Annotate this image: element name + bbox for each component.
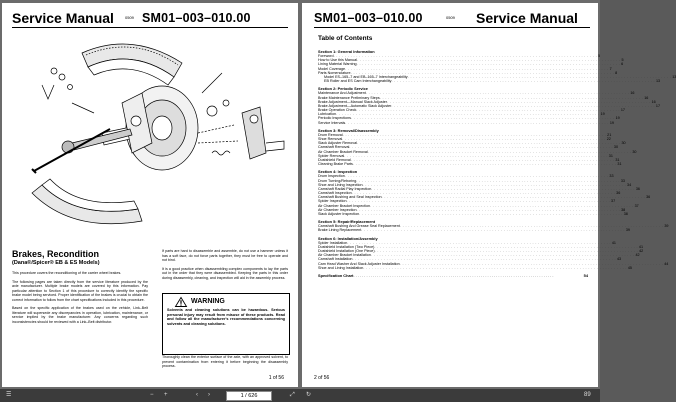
header-rule xyxy=(314,27,590,28)
header-date: 0509 xyxy=(125,15,134,20)
toc-entry-label: Periodic Inspections xyxy=(318,116,352,121)
toc-entry-page: 39 xyxy=(664,224,669,229)
zoom-out-icon[interactable]: − xyxy=(150,392,154,398)
viewer-toolbar xyxy=(0,389,600,402)
next-page-icon[interactable]: › xyxy=(208,392,210,398)
toc-leader-dots: . . . . . . . . . . . . . . . . . . . . . . . . . . . . . . . . . . . . . . . . . . . . . . . . . . . . . . . . . . . . . . . . . . . . . . . . . . . . . . . . . . . . . . . . . . . . . xyxy=(374,244,638,249)
toc-leader-dots: . . . . . . . . . . . . . . . . . . . . . . . . . . . . . . . . . . . . . . . . . . . . . . . . . . . . . . . . . . . . . . . . . . . . . . . . . . . . . . . . . . . . . . . . . . . . . xyxy=(342,137,606,141)
toc-leader-dots: . . . . . . . . . . . . . . . . . . . . . . . . . . . . . . . . . . . . . . . . . . . . . . . . . . . . . . . . . . . . . . . . . . . . . . . . . . . . . . . . . . . . . . . . . . . . . xyxy=(370,203,634,208)
paragraph: The following pages are taken directly from the service literature produced by the axle manufacturer. Multiple brake models are covered by this information. Pay particular attention to Section 1 of this procedure to correctly identify the specific brake model being serviced. Proper identification of the brakes is crucial to obtain the correct information to follow from the chart specifications included in this procedure. xyxy=(12,279,148,302)
toc-entry-label: Brake Adjustment—Manual Slack Adjuster xyxy=(318,99,388,104)
toc-entry-page: 38 xyxy=(623,212,628,216)
zoom-in-icon[interactable]: + xyxy=(164,392,168,398)
toc-entry[interactable] xyxy=(318,228,630,233)
toc-leader-dots: . . . . . . . . . . . . . . . . . . . . . . . . . . . . . . . . . . . . . . . . . . . . . . . . . . . . . . . . . . . . . . . . . . . . . . . . . . . . . . . . . . . . . . . . . . . . . xyxy=(346,199,611,204)
toc-leader-dots: . . . . . . . . . . . . . . . . . . . . . . . . . . . . . . . . . . . . . . . . . . . . . . . . . . . . . . . . . . . . . . . . . . . . . . . . . . . . . . . . . . . . . . . . . . . . . xyxy=(399,261,664,266)
procedure-column xyxy=(162,249,288,284)
toc-entry-label: Shoe and Lining Inspection xyxy=(318,182,363,187)
header-code: SM01–003–010.00 xyxy=(314,11,423,25)
toc-entry-label: Maintenance And Adjustment xyxy=(318,91,366,96)
toc-heading: Table of Contents xyxy=(318,35,373,42)
toc-entry-label: Dustshield Installation (Two Piece) xyxy=(318,244,375,249)
page-1 xyxy=(2,3,298,387)
toc-leader-dots: . . . . . . . . . . . . . . . . . . . . . . . . . . . . . . . . . . . . . . . . . . . . . . . . . . . . . . . . . . . . . . . . . . . . . . . . . . . . . . . . . . . . . . . . . . . . . xyxy=(361,228,625,233)
toc-entry-page: 41 xyxy=(638,244,644,249)
toc-entry-label: Slack Adjuster Inspection xyxy=(318,212,360,216)
header-title: Service Manual xyxy=(12,10,114,26)
toc-entry-label: Air Chamber Bracket Inspection xyxy=(318,203,371,208)
header-title: Service Manual xyxy=(476,10,578,26)
toc-entry-label: Drum Turning/Reboring xyxy=(318,178,357,183)
toc-entry-page: 21 xyxy=(607,132,612,137)
paragraph: This procedure covers the reconditioning of the carrier wheel brakes. xyxy=(12,271,122,275)
toc-entry-page: 44 xyxy=(664,261,669,266)
toc-section-heading[interactable]: Section 3: Removal/Disassembly xyxy=(318,127,379,133)
toc-entry-page: 19 xyxy=(600,112,605,117)
toc-entry-label: Camshaft Radial Play Inspection xyxy=(318,186,372,191)
toc-entry-label: Brake Operation Check xyxy=(318,108,357,113)
toc-leader-dots: . . . . . . . . . . . . . . . . . . . . . . . . . . . . . . . . . . . . . . . . . . . . . . . . . . . . . . . . . . . . . . . . . . . . . . . . . . . . . . . . . . . . . . . . . . . . . xyxy=(351,116,615,121)
toc-entry-page: 31 xyxy=(617,162,622,167)
brake-exploded-illustration xyxy=(12,33,290,243)
toc-entry-label: Brake Lining Replacement xyxy=(318,228,362,233)
toc-leader-dots: . . . . . . . . . . . . . . . . . . . . . . . . . . . . . . . . . . . . . . . . . . . . . . . . . . . . . . . . . . . . . . . . . . . . . . . . . . . . . . . . . . . . . . . . . . . . . xyxy=(356,62,621,67)
toc-entry-label: Camshaft Installation xyxy=(318,257,353,262)
toc-entry-page: 30 xyxy=(632,149,637,154)
page-number-input[interactable]: 1 / 626 xyxy=(226,391,272,401)
toc-entry-page: 30 xyxy=(621,141,626,146)
section-subtitle: (Dana®/Spicer® EB & ES Models) xyxy=(12,260,100,266)
toc-section-heading[interactable]: Section 2: Periodic Service xyxy=(318,86,368,92)
paragraph: Based on the specific application of the brakes used on the vehicle, Link–Belt literature will supersede any discrepancies in operation, lubrication, maintenance, or service implied by the brake manufacturer. Any concerns regarding such inconsistencies should be reviewed with a Link–Belt distributor. xyxy=(12,306,148,324)
toc-entry-page: 30 xyxy=(613,145,619,150)
toc-leader-dots: . . . . . . . . . . . . . . . . . . . . . . . . . . . . . . . . . . . . . . . . . . . . . . . . . . . . . . . . . . . . . . . . . . . . . . . . . . . . . . . . . . . . . . . . . . . . . xyxy=(350,157,615,162)
toc-entry-label: Dustshield Removal xyxy=(318,157,351,162)
toc-entry-label: Air Chamber Bracket Removal xyxy=(318,149,368,154)
toc-leader-dots: . . . . . . . . . . . . . . . . . . . . . . . . . . . . . . . . . . . . . . . . . . . . . . . . . . . . . . . . . . . . . . . . . . . . . . . . . . . . . . . . . . . . . . . . . . . . . xyxy=(379,95,644,100)
toc-leader-dots: . . . . . . . . . . . . . . . . . . . . . . . . . . . . . . . . . . . . . . . . . . . . . . . . . . . . . . . . . . . . . . . . . . . . . . . . . . . . . . . . . . . . . . . . . . . . . xyxy=(342,132,607,137)
toc-entry-label: Drum Removal xyxy=(318,132,343,137)
toc-section-heading[interactable]: Section 1: General Information xyxy=(318,49,375,54)
toc-entry-label: Foreword xyxy=(318,54,334,58)
toc-leader-dots: . . . . . . . . . . . . . . . . . . . . . . . . . . . . . . . . . . . . . . . . . . . . . . . . . . . . . . . . . . . . . . . . . . . . . . . . . . . . . . . . . . . . . . . . . . . . . xyxy=(344,153,608,158)
toc-leader-dots: . . . . . . . . . . . . . . . . . . . . . . . . . . . . . . . . . . . . . . . . . . . . . . . . . . . . . . . . . . . . . . . . . . . . . . . . . . . . . . . . . . . . . . . . . . . . . xyxy=(349,145,613,150)
toc-entry-page: 42 xyxy=(635,253,640,258)
toc-entry-page: 37 xyxy=(611,199,616,204)
toc-entry-page: 36 xyxy=(635,186,640,191)
toc-entry-label: Specification Chart xyxy=(318,272,354,278)
toc-leader-dots: . . . . . . . . . . . . . . . . . . . . . . . . . . . . . . . . . . . . . . . . . . . . . . . . . . . . . . . . . . . . . . . . . . . . . . . . . . . . . . . . . . . . . . . . . . . . . xyxy=(391,79,655,84)
toc-entry-page: 36 xyxy=(646,195,651,200)
toc-entry-page: 33 xyxy=(620,178,625,183)
section-title: Brakes, Recondition xyxy=(12,249,100,259)
toc-spec-chart-entry[interactable] xyxy=(318,273,588,278)
toc-entry-page: 17 xyxy=(655,103,661,108)
paragraph: It is a good practice when disassembling complex components to lay the parts out in the order that they were disassembled. Keeping the parts in this order during disassembly, cleaning, and inspection will aid in the assembly process. xyxy=(162,266,288,280)
toc-entry[interactable] xyxy=(318,120,614,125)
toc-entry-label: EB Roller and ES Cam Interchangeability xyxy=(324,79,392,84)
toc-leader-dots: . . . . . . . . . . . . . . . . . . . . . . . . . . . . . . . . . . . . . . . . . . . . . . . . . . . . . . . . . . . . . . . . . . . . . . . . . . . . . . . . . . . . . . . . . . . . . xyxy=(374,248,639,253)
toc-entry-page: 7 xyxy=(609,66,612,71)
toc-entry-label: Camshaft Bushing And Grease Seal Replacement xyxy=(318,224,400,229)
after-warning-paragraph: Thoroughly clean the exterior surface of the axle, with an approved solvent, to prevent contamination from entering it before beginning the disassembly process. xyxy=(162,355,288,368)
toc-entry-page: 6 xyxy=(621,62,624,67)
toc-entry-label: Spider Installation xyxy=(318,240,348,245)
warning-triangle-icon xyxy=(175,297,187,307)
toc-leader-dots: . . . . . . . . . . . . . . . . . . . . . . . . . . . . . . . . . . . . . . . . . . . . . . . . . . . . . . . . . . . . . . . . . . . . . . . . . . . . . . . . . . . . . . . . . . . . . xyxy=(345,120,609,125)
toc-entry-page: 8 xyxy=(615,70,618,75)
toc-leader-dots: . . . . . . . . . . . . . . . . . . . . . . . . . . . . . . . . . . . . . . . . . . . . . . . . . . . . . . . . . . . . . . . . . . . . . . . . . . . . . . . . . . . . . . . . . . . . . xyxy=(351,191,616,196)
toc-entry-page: 19 xyxy=(615,116,620,121)
toc-leader-dots: . . . . . . . . . . . . . . . . . . . . . . . . . . . . . . . . . . . . . . . . . . . . . . . . . . . . . . . . . . . . . . . . . . . . . . . . . . . . . . . . . . . . . . . . . . . . . xyxy=(356,141,621,146)
toc-entry-label: Camshaft Removal xyxy=(318,145,350,150)
toc-entry-label: Shoe Removal xyxy=(318,137,343,141)
toc-section-heading[interactable]: Section 4: Inspection xyxy=(318,169,358,175)
toc-leader-dots: . . . . . . . . . . . . . . . . . . . . . . . . . . . . . . . . . . . . . . . . . . . . . . . . . . . . . . . . . . . . . . . . . . . . . . . . . . . . . . . . . . . . . . . . . . . . . xyxy=(356,58,621,63)
toc-entry-label: Shoe and Lining Installation xyxy=(318,265,364,270)
toc-entry-label: Brake Maintenance Preliminary Steps xyxy=(318,95,380,100)
toc-leader-dots: . . . . . . . . . . . . . . . . . . . . . . . . . . . . . . . . . . . . . . . . . . . . . . . . . . . . . . . . . . . . . . . . . . . . . . . . . . . . . . . . . . . . . . . . . . . . . xyxy=(371,186,635,191)
toc-entry-label: Spider Inspection xyxy=(318,199,347,204)
page-number: 1 of 56 xyxy=(268,375,284,381)
toc-leader-dots: . . . . . . . . . . . . . . . . . . . . . . . . . . . . . . . . . . . . . . . . . . . . . . . . . . . . . . . . . . . . . . . . . . . . . . . . . . . . . . . . . . . . . . . . . . . . . xyxy=(333,54,598,58)
toc-entry-page: 54 xyxy=(583,272,588,278)
toc-leader-dots: . . . . . . . . . . . . . . . . . . . . . . . . . . . . . . . . . . . . . . . . . . . . . . . . . . . . . . . . . . . . . . . . . . . . . . . . . . . . . . . . . . . . . . . . . . . . . xyxy=(391,103,655,108)
toc-leader-dots: . . . . . . . . . . . . . . . . . . . . . . . . . . . . . . . . . . . . . . . . . . . . . . . . . . . . . . . . . . . . . . . . . . . . . . . . . . . . . . . . . . . . . . . . . . . . . xyxy=(350,70,615,75)
toc-entry-label: Cam Head Washer And Slack Adjuster Installation xyxy=(318,261,400,266)
toc-entry-page: 39 xyxy=(625,228,630,233)
toc-leader-dots: . . . . . . . . . . . . . . . . . . . . . . . . . . . . . . . . . . . . . . . . . . . . . . . . . . . . . . . . . . . . . . . . . . . . . . . . . . . . . . . . . . . . . . . . . . . . . xyxy=(363,265,627,270)
toc-entry[interactable] xyxy=(318,79,661,84)
toc-entry-page: 38 xyxy=(621,207,626,212)
toc-entry-label: Lubrication xyxy=(318,112,337,117)
toc-leader-dots: . . . . . . . . . . . . . . . . . . . . . . . . . . . . . . . . . . . . . . . . . . . . . . . . . . . . . . . . . . . . . . . . . . . . . . . . . . . . . . . . . . . . . . . . . . . . . xyxy=(362,182,627,187)
toc-leader-dots: . . . . . . . . . . . . . . . . . . . . . . . . . . . . . . . . . . . . . . . . . . . . . . . . . . . . . . . . . . . . . . . . . . . . . . . . . . . . . . . . . . . . . . . . . . . . . xyxy=(345,66,609,71)
toc-leader-dots: . . . . . . . . . . . . . . . . . . . . . . . . . . . . . . . . . . . . . . . . . . . . . . . . . . . . . . . . . . . . . . . . . . . . . . . . . . . . . . . . . . . . . . . . . . . . . xyxy=(353,272,554,278)
toc-entry-label: Dustshield Installation (One Piece) xyxy=(318,248,375,253)
page-2 xyxy=(302,3,676,387)
toc-entry-label: Brake Adjustment—Automatic Slack Adjuster xyxy=(318,103,392,108)
toc-leader-dots: . . . . . . . . . . . . . . . . . . . . . . . . . . . . . . . . . . . . . . . . . . . . . . . . . . . . . . . . . . . . . . . . . . . . . . . . . . . . . . . . . . . . . . . . . . . . . xyxy=(407,74,672,79)
toc-entry-page: 5 xyxy=(621,58,624,63)
toc-entry-label: How to Use this Manual xyxy=(318,58,357,63)
toc-leader-dots: . . . . . . . . . . . . . . . . . . . . . . . . . . . . . . . . . . . . . . . . . . . . . . . . . . . . . . . . . . . . . . . . . . . . . . . . . . . . . . . . . . . . . . . . . . . . . xyxy=(399,224,664,229)
header-date: 0509 xyxy=(446,15,455,20)
warning-text: Solvents and cleaning solutions can be hazardous. Serious personal injury may result from misuse of these products. Read and follow all the manufacturer's recommendations concerning solvents and cleaning solutions. xyxy=(167,308,285,326)
toc-entry-page: 34 xyxy=(627,182,632,187)
fit-page-icon[interactable]: ⤢ xyxy=(290,392,295,398)
toc-leader-dots: . . . . . . . . . . . . . . . . . . . . . . . . . . . . . . . . . . . . . . . . . . . . . . . . . . . . . . . . . . . . . . . . . . . . . . . . . . . . . . . . . . . . . . . . . . . . . xyxy=(359,212,623,216)
page-number: 2 of 56 xyxy=(314,375,330,381)
toc-entry-page: 45 xyxy=(627,265,632,270)
toc-section-heading[interactable]: Section 5: Repair/Replacement xyxy=(318,219,376,225)
toc-entry-label: Camshaft Inspection xyxy=(318,191,352,196)
toc-entry[interactable] xyxy=(318,265,632,270)
toc-entry[interactable] xyxy=(318,212,628,216)
warning-title: WARNING xyxy=(191,298,225,305)
toc-entry[interactable] xyxy=(318,162,622,167)
toc-entry-page: 41 xyxy=(611,240,616,245)
header-rule xyxy=(12,27,288,28)
toc-leader-dots: . . . . . . . . . . . . . . . . . . . . . . . . . . . . . . . . . . . . . . . . . . . . . . . . . . . . . . . . . . . . . . . . . . . . . . . . . . . . . . . . . . . . . . . . . . . . . xyxy=(356,207,621,212)
toc-entry-page: 42 xyxy=(639,248,644,253)
table-of-contents xyxy=(318,46,676,278)
toc-entry-label: Model Coverage xyxy=(318,66,346,71)
toc-entry-page: 33 xyxy=(609,174,614,179)
toc-leader-dots: . . . . . . . . . . . . . . . . . . . . . . . . . . . . . . . . . . . . . . . . . . . . . . . . . . . . . . . . . . . . . . . . . . . . . . . . . . . . . . . . . . . . . . . . . . . . . xyxy=(356,108,620,113)
toc-entry-label: Model ES–165–7 and EB–165–7 Interchangeability xyxy=(324,74,408,79)
toc-entry-label: Parts Nomenclature xyxy=(318,70,351,75)
toc-entry-page: 13 xyxy=(672,74,676,79)
toc-entry-label: Air Chamber Bracket Installation xyxy=(318,253,371,258)
toc-entry-label: Cleaning Brake Parts xyxy=(318,162,353,167)
sidebar-icon[interactable]: ☰ xyxy=(6,392,12,398)
toc-entry-label: Service Intervals xyxy=(318,120,346,125)
warning-box xyxy=(162,293,290,355)
header-code: SM01–003–010.00 xyxy=(142,11,251,25)
rotate-icon[interactable]: ↻ xyxy=(306,392,312,398)
toc-entry-label: Slack Adjuster Removal xyxy=(318,141,357,146)
toc-leader-dots: . . . . . . . . . . . . . . . . . . . . . . . . . . . . . . . . . . . . . . . . . . . . . . . . . . . . . . . . . . . . . . . . . . . . . . . . . . . . . . . . . . . . . . . . . . . . . xyxy=(370,253,635,258)
toc-entry-page: 36 xyxy=(616,191,621,196)
toc-entry-page: 13 xyxy=(655,79,661,84)
toc-entry-page: 16 xyxy=(630,91,635,96)
toc-leader-dots: . . . . . . . . . . . . . . . . . . . . . . . . . . . . . . . . . . . . . . . . . . . . . . . . . . . . . . . . . . . . . . . . . . . . . . . . . . . . . . . . . . . . . . . . . . . . . xyxy=(367,149,632,154)
toc-entry-page: 17 xyxy=(620,108,625,113)
toc-entry-page: 19 xyxy=(609,120,614,125)
toc-leader-dots: . . . . . . . . . . . . . . . . . . . . . . . . . . . . . . . . . . . . . . . . . . . . . . . . . . . . . . . . . . . . . . . . . . . . . . . . . . . . . . . . . . . . . . . . . . . . . xyxy=(365,91,630,96)
toc-leader-dots: . . . . . . . . . . . . . . . . . . . . . . . . . . . . . . . . . . . . . . . . . . . . . . . . . . . . . . . . . . . . . . . . . . . . . . . . . . . . . . . . . . . . . . . . . . . . . xyxy=(336,112,600,117)
toc-entry-page: 37 xyxy=(634,203,639,208)
toc-entry-label: Camshaft Bushing and Seal Inspection xyxy=(318,195,382,200)
toc-leader-dots: . . . . . . . . . . . . . . . . . . . . . . . . . . . . . . . . . . . . . . . . . . . . . . . . . . . . . . . . . . . . . . . . . . . . . . . . . . . . . . . . . . . . . . . . . . . . . xyxy=(387,99,651,104)
toc-entry-page: 43 xyxy=(616,257,622,262)
intro-column xyxy=(12,271,148,328)
toc-entry-page: 31 xyxy=(615,157,620,162)
toc-leader-dots: . . . . . . . . . . . . . . . . . . . . . . . . . . . . . . . . . . . . . . . . . . . . . . . . . . . . . . . . . . . . . . . . . . . . . . . . . . . . . . . . . . . . . . . . . . . . . xyxy=(356,178,620,183)
paragraph: If parts are hard to disassemble and assemble, do not use a hammer unless it has a soft face, do not force parts together, they must be free to operate and not bind. xyxy=(162,249,288,262)
toc-entry-page: 16 xyxy=(644,95,649,100)
toc-leader-dots: . . . . . . . . . . . . . . . . . . . . . . . . . . . . . . . . . . . . . . . . . . . . . . . . . . . . . . . . . . . . . . . . . . . . . . . . . . . . . . . . . . . . . . . . . . . . . xyxy=(352,257,616,262)
toc-entry-page: 22 xyxy=(606,137,611,141)
toc-entry-label: Drum Inspection xyxy=(318,174,345,179)
toc-entry-page: 16 xyxy=(651,99,656,104)
zoom-level[interactable]: 89 xyxy=(584,392,591,398)
toc-entry-page: 31 xyxy=(608,153,613,158)
toc-entry-label: Lining Material Warning xyxy=(318,62,357,67)
toc-entry-label: Spider Removal xyxy=(318,153,345,158)
toc-entry-page: 5 xyxy=(598,54,601,58)
toc-leader-dots: . . . . . . . . . . . . . . . . . . . . . . . . . . . . . . . . . . . . . . . . . . . . . . . . . . . . . . . . . . . . . . . . . . . . . . . . . . . . . . . . . . . . . . . . . . . . . xyxy=(344,174,609,179)
toc-entry-label: Air Chamber Inspection xyxy=(318,207,357,212)
toc-section-heading[interactable]: Section 6: Installation/Assembly xyxy=(318,235,378,241)
toc-leader-dots: . . . . . . . . . . . . . . . . . . . . . . . . . . . . . . . . . . . . . . . . . . . . . . . . . . . . . . . . . . . . . . . . . . . . . . . . . . . . . . . . . . . . . . . . . . . . . xyxy=(347,240,611,245)
prev-page-icon[interactable]: ‹ xyxy=(196,392,198,398)
toc-leader-dots: . . . . . . . . . . . . . . . . . . . . . . . . . . . . . . . . . . . . . . . . . . . . . . . . . . . . . . . . . . . . . . . . . . . . . . . . . . . . . . . . . . . . . . . . . . . . . xyxy=(352,162,617,167)
toc-leader-dots: . . . . . . . . . . . . . . . . . . . . . . . . . . . . . . . . . . . . . . . . . . . . . . . . . . . . . . . . . . . . . . . . . . . . . . . . . . . . . . . . . . . . . . . . . . . . . xyxy=(381,195,646,200)
